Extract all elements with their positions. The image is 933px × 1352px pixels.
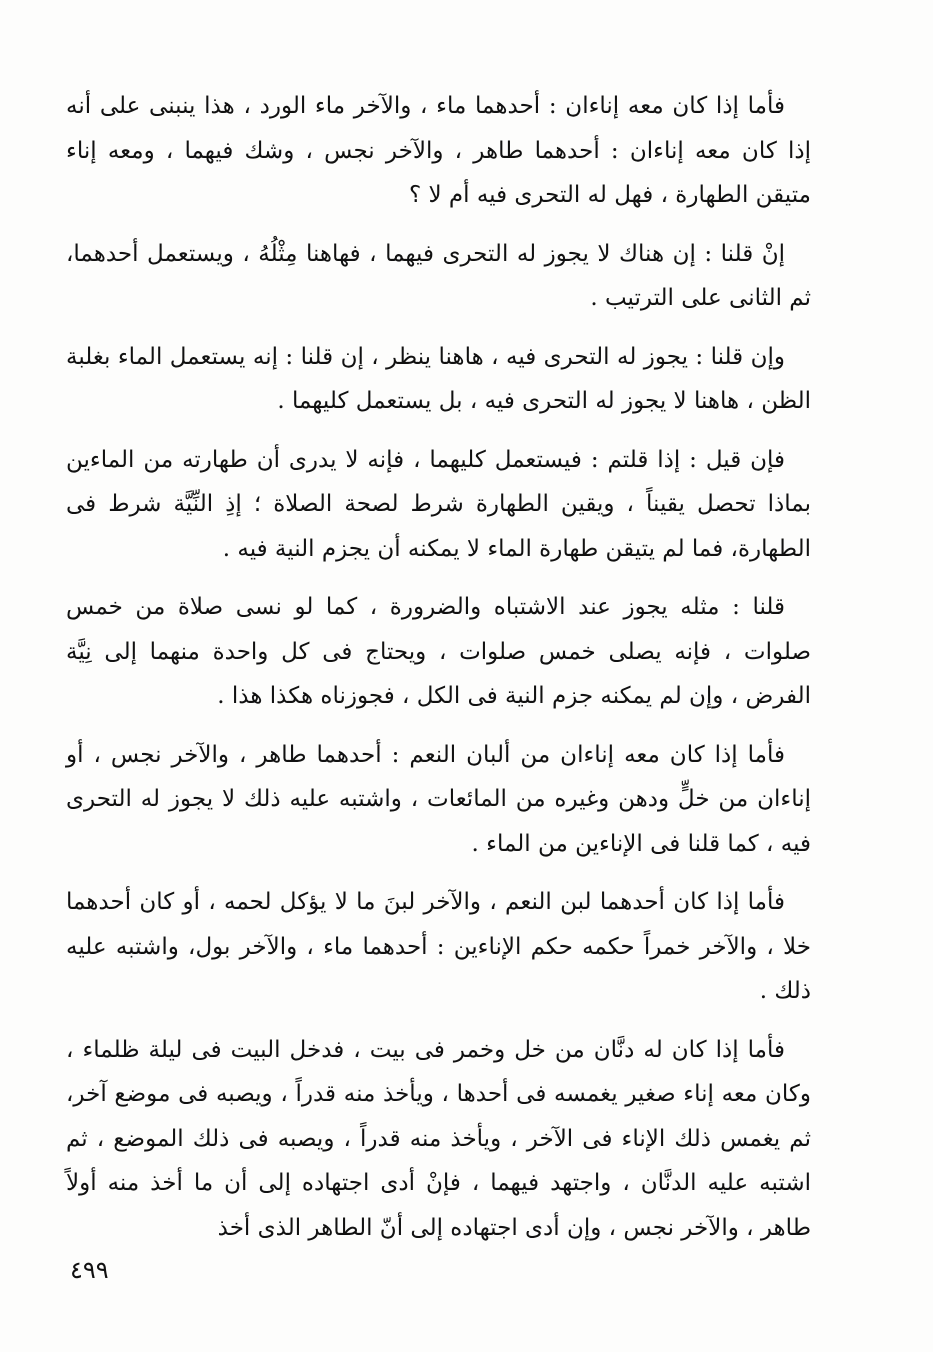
page-number: ٤٩٩: [70, 1256, 109, 1284]
paragraph-4: فإن قيل : إذا قلتم : فيستعمل كليهما ، فإنه لا يدرى أن طهارته من الماءين بماذا تحصل يقيناً ، ويقين الطهارة شرط لصحة الصلاة ؛ إذِ النِّيَّة شرط فى الطهارة، فما لم يتيقن طهارة الماء لا يمكنه أن يجزم النية فيه .: [66, 446, 811, 562]
paragraph-7: فأما إذا كان أحدهما لبن النعم ، والآخر لبنَ ما لا يؤكل لحمه ، أو كان أحدهما خلا ، والآخر خمراً حكمه حكم الإناءين : أحدهما ماء ، والآخر بول، واشتبه عليه ذلك .: [66, 889, 811, 1004]
paragraph-2: إنْ قلنا : إن هناك لا يجوز له التحرى فيهما ، فهاهنا مِثْلُهُ ، ويستعمل أحدهما، ثم الثانى على الترتيب .: [66, 240, 811, 311]
paragraph-3: وإن قلنا : يجوز له التحرى فيه ، هاهنا ينظر ، إن قلنا : إنه يستعمل الماء بغلبة الظن ، هاهنا لا يجوز له التحرى فيه ، بل يستعمل كليهما .: [66, 343, 811, 414]
paragraph-5: قلنا : مثله يجوز عند الاشتباه والضرورة ، كما لو نسى صلاة من خمس صلوات ، فإنه يصلى خمس صلوات ، ويحتاج فى كل واحدة منهما إلى نِيَّة الفرض ، وإن لم يمكنه جزم النية فى الكل ، فجوزناه هكذا هذا .: [66, 594, 811, 709]
paragraph-6: فأما إذا كان معه إناءان من ألبان النعم : أحدهما طاهر ، والآخر نجس ، أو إناءان من خلٍّ ودهن وغيره من المائعات ، واشتبه عليه ذلك لا يجوز له التحرى فيه ، كما قلنا فى الإناءين من الماء .: [66, 741, 811, 857]
paragraph-1: فأما إذا كان معه إناءان : أحدهما ماء ، والآخر ماء الورد ، هذا ينبنى على أنه إذا كان معه إناءان : أحدهما طاهر ، والآخر نجس ، وشك فيهما ، ومعه إناء متيقن الطهارة ، فهل له التحرى فيه أم لا ؟: [66, 93, 811, 208]
page-body-text: [66, 84, 811, 1264]
paragraph-8: فأما إذا كان له دنَّان من خل وخمر فى بيت ، فدخل البيت فى ليلة ظلماء ، وكان معه إناء صغير يغمسه فى أحدها ، ويأخذ منه قدراً ، ويصبه فى موضع آخر، ثم يغمس ذلك الإناء فى الآخر ، ويأخذ منه قدراً ، ويصبه فى ذلك الموضع ، ثم اشتبه عليه الدنَّان ، واجتهد فيهما ، فإنْ أدى اجتهاده إلى أن ما أخذ منه أولاً طاهر ، والآخر نجس ، وإن أدى اجتهاده إلى أنّ الطاهر الذى أخذ: [66, 1036, 811, 1241]
